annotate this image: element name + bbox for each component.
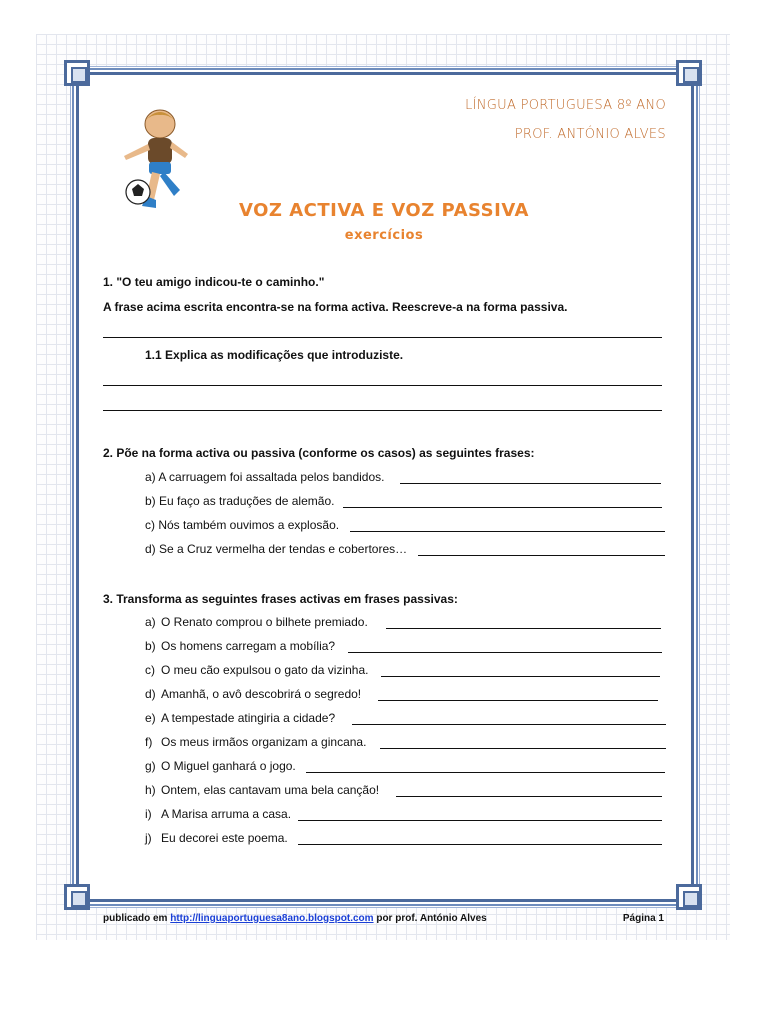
page-title: VOZ ACTIVA E VOZ PASSIVA <box>239 200 529 221</box>
q3-item-text: A tempestade atingiria a cidade? <box>161 711 336 725</box>
q2-item-a: a) A carruagem foi assaltada pelos bandidos. <box>145 470 385 484</box>
answer-line[interactable] <box>103 337 662 338</box>
answer-line[interactable] <box>378 700 658 701</box>
header-teacher: PROF. ANTÓNIO ALVES <box>514 127 666 142</box>
frame-corner-ornament <box>676 60 702 86</box>
question-2: 2. Põe na forma activa ou passiva (conforme os casos) as seguintes frases: <box>103 446 535 460</box>
q3-item-letter: j) <box>145 831 152 845</box>
answer-line[interactable] <box>386 628 661 629</box>
q2-item-b: b) Eu faço as traduções de alemão. <box>145 494 335 508</box>
page-number: Página 1 <box>622 913 664 924</box>
answer-line[interactable] <box>400 483 661 484</box>
frame-corner-ornament <box>676 884 702 910</box>
q2-item-c: c) Nós também ouvimos a explosão. <box>145 518 340 532</box>
answer-line[interactable] <box>418 555 665 556</box>
q3-item-letter: d) <box>145 687 156 701</box>
q3-item-text: Ontem, elas cantavam uma bela canção! <box>161 783 380 797</box>
frame-corner-ornament <box>64 60 90 86</box>
q3-item-letter: h) <box>145 783 156 797</box>
q3-item-letter: e) <box>145 711 156 725</box>
answer-line[interactable] <box>396 796 662 797</box>
q3-item-letter: b) <box>145 639 156 653</box>
question-1-instruction: A frase acima escrita encontra-se na forma activa. Reescreve-a na forma passiva. <box>103 300 568 314</box>
footer-credit <box>103 913 487 924</box>
frame-corner-ornament <box>64 884 90 910</box>
q3-item-text: Eu decorei este poema. <box>161 831 288 845</box>
blog-link[interactable]: http://linguaportuguesa8ano.blogspot.com <box>170 913 374 924</box>
answer-line[interactable] <box>381 676 660 677</box>
answer-line[interactable] <box>298 820 662 821</box>
question-1: 1. "O teu amigo indicou-te o caminho." <box>103 275 325 289</box>
answer-line[interactable] <box>348 652 662 653</box>
q3-item-text: Amanhã, o avô descobrirá o segredo! <box>161 687 362 701</box>
q3-item-letter: c) <box>145 663 155 677</box>
q2-item-d: d) Se a Cruz vermelha der tendas e cobertores… <box>145 542 408 556</box>
footer-prefix: publicado em <box>103 913 171 924</box>
q3-item-letter: i) <box>145 807 152 821</box>
q3-item-letter: a) <box>145 615 156 629</box>
q3-item-text: O Miguel ganhará o jogo. <box>161 759 296 773</box>
q3-item-text: A Marisa arruma a casa. <box>161 807 292 821</box>
q3-item-text: O Renato comprou o bilhete premiado. <box>161 615 368 629</box>
question-3: 3. Transforma as seguintes frases activas em frases passivas: <box>103 592 458 606</box>
answer-line[interactable] <box>343 507 662 508</box>
answer-line[interactable] <box>380 748 666 749</box>
answer-line[interactable] <box>298 844 662 845</box>
answer-line[interactable] <box>103 385 662 386</box>
answer-line[interactable] <box>352 724 666 725</box>
footer-suffix: por prof. António Alves <box>373 913 487 924</box>
q3-item-letter: g) <box>145 759 156 773</box>
header-subject: LÍNGUA PORTUGUESA 8º ANO <box>465 98 666 113</box>
question-1-1: 1.1 Explica as modificações que introduziste. <box>145 348 404 362</box>
answer-line[interactable] <box>306 772 665 773</box>
q3-item-letter: f) <box>145 735 153 749</box>
q3-item-text: O meu cão expulsou o gato da vizinha. <box>161 663 369 677</box>
q3-item-text: Os homens carregam a mobília? <box>161 639 336 653</box>
page-subtitle: exercícios <box>344 228 424 243</box>
q3-item-text: Os meus irmãos organizam a gincana. <box>161 735 367 749</box>
answer-line[interactable] <box>350 531 665 532</box>
answer-line[interactable] <box>103 410 662 411</box>
